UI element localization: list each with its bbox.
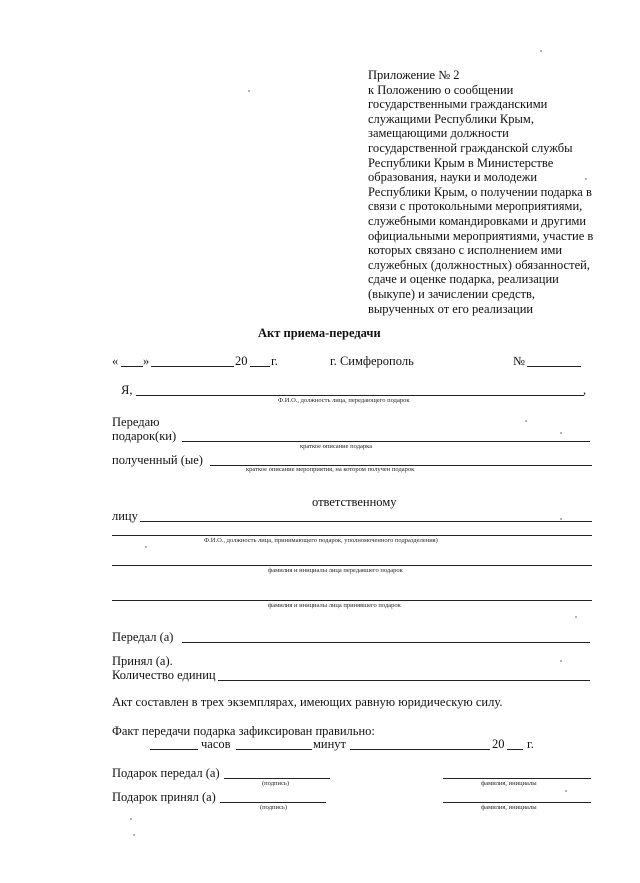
- caption-giver: Ф.И.О., должность лица, передающего подарок: [278, 397, 410, 404]
- received-label: полученный (ые): [112, 453, 203, 467]
- year2-suffix: г.: [527, 737, 534, 751]
- caption-receiver-initials: фамилия и инициалы лица принявшего подарок: [268, 602, 401, 609]
- caption-receiver: Ф.И.О., должность лица, принимающего подарок, уполномоченного подразделения): [204, 537, 438, 544]
- receiver-name-field[interactable]: [140, 521, 592, 522]
- date-close-quote: »: [143, 354, 150, 368]
- peredal-label: Передал (а): [112, 630, 174, 644]
- appendix-line: связи с протокольными мероприятиями,: [368, 199, 583, 214]
- caption-initials-2: фамилия, инициалы: [481, 804, 537, 811]
- received-initials-field[interactable]: [443, 802, 591, 803]
- quantity-label: Количество единиц: [112, 668, 216, 682]
- appendix-line: образования, науки и молодежи: [368, 170, 538, 185]
- month-field[interactable]: [151, 366, 234, 367]
- document-title: Акт приема-передачи: [258, 326, 381, 340]
- number-sign: №: [513, 354, 525, 368]
- year-field[interactable]: [250, 366, 270, 367]
- scan-speck: [560, 432, 562, 434]
- year-prefix: 20: [235, 354, 248, 368]
- scan-speck: [560, 518, 562, 520]
- ya-label: Я,: [121, 383, 133, 397]
- peredal-field[interactable]: [182, 642, 590, 643]
- appendix-block: [368, 68, 608, 316]
- received-signature-field[interactable]: [220, 802, 326, 803]
- gift-description-field[interactable]: [182, 441, 590, 442]
- prinyal-label: Принял (а).: [112, 654, 173, 668]
- appendix-line: сдаче и оценке подарка, реализации: [368, 272, 559, 287]
- gift-handed-label: Подарок передал (а): [112, 766, 220, 780]
- caption-gift: краткое описание подарка: [300, 443, 373, 450]
- year-suffix: г.: [271, 354, 278, 368]
- statement-text: Акт составлен в трех экземплярах, имеющих равную юридическую силу.: [112, 695, 503, 709]
- act-number-field[interactable]: [527, 366, 581, 367]
- scan-speck: [575, 616, 577, 618]
- scan-speck: [540, 50, 542, 52]
- date-open-quote: «: [112, 354, 119, 368]
- caption-signature-2: (подпись): [260, 804, 287, 811]
- receiver-name-field-2[interactable]: [112, 535, 592, 536]
- scan-speck: [560, 660, 562, 662]
- hours-label: часов: [201, 737, 231, 751]
- appendix-line: Республики Крым, о получении подарка в: [368, 184, 592, 199]
- appendix-line: (выкупе) и зачислении средств,: [368, 286, 536, 301]
- scan-speck: [585, 178, 587, 180]
- caption-giver-initials: фамилия и инициалы лица передавшего подарок: [268, 567, 403, 574]
- scan-speck: [145, 546, 147, 548]
- appendix-line: вырученных от его реализации: [368, 301, 534, 316]
- year2-field[interactable]: [507, 749, 523, 750]
- gift-label: подарок(ки): [112, 429, 177, 443]
- appendix-line: Республики Крым в Министерстве: [368, 155, 554, 170]
- appendix-line: служебных (должностных) обязанностей,: [368, 257, 590, 272]
- caption-event: краткое описание мероприятия, на котором получен подарок: [246, 466, 415, 473]
- appendix-line: служебными командировками и другими: [368, 213, 587, 228]
- date2-field[interactable]: [350, 749, 490, 750]
- gift-received-label: Подарок принял (а): [112, 790, 216, 804]
- hours-field[interactable]: [150, 749, 198, 750]
- city-label: г. Симферополь: [330, 354, 414, 368]
- quantity-field[interactable]: [218, 680, 590, 681]
- scan-speck: [133, 834, 135, 836]
- day-field[interactable]: [121, 366, 143, 367]
- scan-speck: [565, 790, 567, 792]
- peredayu-label: Передаю: [112, 415, 160, 429]
- appendix-line: замещающими должности: [368, 126, 509, 141]
- handed-signature-field[interactable]: [224, 778, 330, 779]
- appendix-line: к Положению о сообщении: [368, 82, 514, 97]
- appendix-line: служащими Республики Крым,: [368, 111, 534, 126]
- handed-initials-field[interactable]: [443, 778, 591, 779]
- giver-name-field[interactable]: [136, 395, 584, 396]
- appendix-line: государственной гражданской службы: [368, 140, 573, 155]
- responsible-label: ответственному: [312, 495, 397, 509]
- fact-text: Факт передачи подарка зафиксирован правильно:: [112, 724, 375, 738]
- appendix-line: Приложение № 2: [368, 68, 460, 82]
- scan-speck: [248, 90, 250, 92]
- caption-signature-1: (подпись): [262, 780, 289, 787]
- minutes-label: минут: [313, 737, 347, 751]
- appendix-line: официальными мероприятиями, участие в: [368, 228, 594, 243]
- minutes-field[interactable]: [236, 749, 312, 750]
- giver-initials-field[interactable]: [112, 565, 592, 566]
- appendix-line: которых связано с исполнением ими: [368, 243, 563, 258]
- appendix-line: государственными гражданскими: [368, 97, 548, 112]
- year2-prefix: 20: [492, 737, 505, 751]
- comma: ,: [583, 383, 587, 397]
- caption-initials-1: фамилия, инициалы: [481, 780, 537, 787]
- litsu-label: лицу: [112, 509, 138, 523]
- receiver-initials-field[interactable]: [112, 600, 592, 601]
- scan-speck: [130, 818, 132, 820]
- scan-speck: [525, 420, 527, 422]
